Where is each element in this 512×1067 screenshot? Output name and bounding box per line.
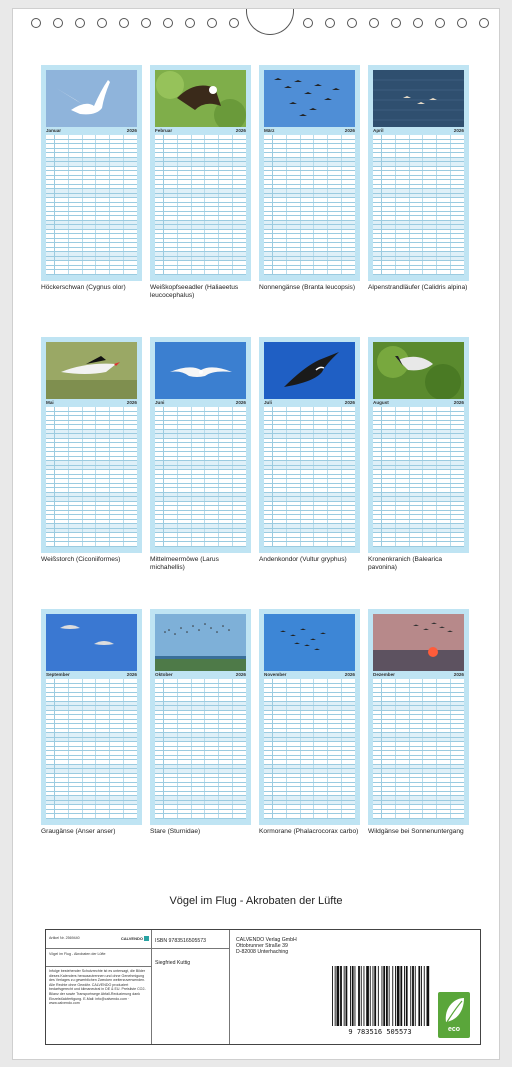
month-header — [264, 400, 355, 406]
binding-hole — [391, 18, 401, 28]
month-name: April — [373, 128, 384, 133]
month-year: 2026 — [126, 128, 137, 133]
planner-rows — [264, 679, 355, 819]
binding-hole — [479, 18, 489, 28]
barcode-bar — [406, 966, 408, 1026]
barcode-bar — [352, 966, 354, 1026]
barcode-bar — [374, 966, 376, 1026]
month-year: 2026 — [126, 672, 137, 677]
day-row — [46, 814, 137, 819]
month-year: 2026 — [235, 400, 246, 405]
barcode-bar — [358, 966, 360, 1026]
calendar-sheet — [12, 8, 500, 1060]
barcode-bar — [370, 966, 371, 1026]
month-header — [373, 672, 464, 678]
month-year: 2026 — [235, 128, 246, 133]
binding-hole — [347, 18, 357, 28]
month-name: Mai — [46, 400, 54, 405]
article-number: Artikel Nr. 2569440 — [49, 936, 80, 941]
day-row — [264, 270, 355, 275]
binding-hole — [53, 18, 63, 28]
month-header — [264, 128, 355, 134]
month-photo — [46, 342, 137, 399]
month-photo — [155, 614, 246, 671]
month-year: 2026 — [453, 128, 464, 133]
month-card-oktober — [150, 609, 251, 825]
barcode-bar — [421, 966, 422, 1026]
barcode-number: 9 783516 505573 — [348, 1028, 412, 1036]
month-card-januar — [41, 65, 142, 281]
publisher-street: Ottobrunner Straße 39 — [236, 943, 288, 949]
month-header — [46, 672, 137, 678]
barcode-bar — [378, 966, 379, 1026]
planner-rows — [373, 407, 464, 547]
binding-hole — [457, 18, 467, 28]
barcode-bar — [340, 966, 342, 1026]
day-row — [373, 542, 464, 547]
barcode-bar — [418, 966, 420, 1026]
month-year: 2026 — [344, 400, 355, 405]
binding-hole — [413, 18, 423, 28]
imprint-middle-column — [152, 930, 230, 1044]
barcode-bar — [382, 966, 383, 1026]
barcode-bar — [346, 966, 348, 1026]
publisher-name: CALVENDO Verlag GmbH — [236, 937, 297, 943]
month-name: Januar — [46, 128, 62, 133]
month-header — [373, 128, 464, 134]
month-photo — [264, 342, 355, 399]
barcode-bar — [395, 966, 396, 1026]
day-row — [373, 270, 464, 275]
month-name: Juni — [155, 400, 165, 405]
photo-caption: Alpenstrandläufer (Calidris alpina) — [368, 284, 468, 291]
planner-rows — [46, 407, 137, 547]
month-header — [46, 128, 137, 134]
planner-rows — [155, 135, 246, 275]
publisher-address — [236, 937, 297, 955]
binding-hole — [435, 18, 445, 28]
month-photo — [264, 70, 355, 127]
day-row — [155, 542, 246, 547]
barcode-bar — [361, 966, 362, 1026]
legal-text: Infolge bestehender Schutzrechte ist es untersagt, die Bilder dieses Kalenders herauszutrennen und ohne Genehmigung des Verlages zu gewerblichen Zwecken weiterzuverwenden. Alle Rechte ohne Gewähr. CALVENDO produziert bedarfsgerecht und klimaneutral in DE & EU. Preisliste CO2-Bilanz der sowie Transportwege Abfall-Reduzierung dank Einzelstückfertigung. E-Mail: info@calvendo.com · www.calvendo.com — [49, 969, 146, 1006]
day-row — [373, 814, 464, 819]
binding-hole — [163, 18, 173, 28]
month-header — [264, 672, 355, 678]
month-photo — [155, 70, 246, 127]
barcode-bar — [389, 966, 390, 1026]
month-card-märz — [259, 65, 360, 281]
barcode-bar — [332, 966, 333, 1026]
planner-rows — [264, 135, 355, 275]
barcode-bar — [392, 966, 393, 1026]
binding-hole — [229, 18, 239, 28]
month-card-juni — [150, 337, 251, 553]
month-header — [155, 128, 246, 134]
month-name: Dezember — [373, 672, 395, 677]
calendar-title: Vögel im Flug - Akrobaten der Lüfte — [169, 895, 343, 907]
month-name: September — [46, 672, 70, 677]
barcode-bar — [410, 966, 411, 1026]
planner-rows — [155, 407, 246, 547]
imprint-left-column — [46, 930, 152, 1044]
month-name: März — [264, 128, 275, 133]
barcode-bar — [427, 966, 430, 1026]
month-year: 2026 — [453, 400, 464, 405]
month-card-november — [259, 609, 360, 825]
month-card-september — [41, 609, 142, 825]
barcode-bar — [415, 966, 416, 1026]
planner-rows — [46, 679, 137, 819]
eco-badge — [438, 992, 470, 1038]
barcode-bar — [404, 966, 405, 1026]
isbn: ISBN 9783516505573 — [155, 938, 207, 944]
eco-label: eco — [447, 1026, 461, 1033]
month-name: Juli — [264, 400, 272, 405]
month-year: 2026 — [344, 672, 355, 677]
barcode-bar — [386, 966, 388, 1026]
month-card-juli — [259, 337, 360, 553]
month-header — [373, 400, 464, 406]
month-card-dezember — [368, 609, 469, 825]
photo-caption: Weißstorch (Ciconiiformes) — [41, 556, 121, 563]
barcode-bar — [350, 966, 351, 1026]
month-header — [155, 400, 246, 406]
binding-hole — [97, 18, 107, 28]
month-header — [155, 672, 246, 678]
month-header — [46, 400, 137, 406]
day-row — [46, 270, 137, 275]
binding-hole — [207, 18, 217, 28]
day-row — [155, 270, 246, 275]
barcode-bar — [344, 966, 345, 1026]
binding-hole — [185, 18, 195, 28]
month-card-februar — [150, 65, 251, 281]
month-card-august — [368, 337, 469, 553]
binding-hole — [325, 18, 335, 28]
month-photo — [155, 342, 246, 399]
barcode-bar — [400, 966, 402, 1026]
publisher-city: D-82008 Unterhaching — [236, 949, 289, 955]
month-photo — [46, 614, 137, 671]
photo-caption: Weißkopfseeadler (Haliaeetus leucocephalus) — [150, 284, 239, 299]
planner-rows — [373, 679, 464, 819]
binding-hole — [303, 18, 313, 28]
footer-short-title: Vögel im Flug - Akrobaten der Lüfte — [49, 952, 106, 956]
author: Siegfried Kuttig — [155, 960, 191, 966]
photo-caption: Mittelmeermöwe (Larus michahellis) — [150, 556, 219, 571]
month-year: 2026 — [126, 400, 137, 405]
calvendo-logo: CALVENDO — [121, 936, 149, 941]
barcode-bar — [412, 966, 414, 1026]
barcode-bar — [337, 966, 340, 1026]
month-year: 2026 — [344, 128, 355, 133]
month-name: August — [373, 400, 389, 405]
photo-caption: Nonnengänse (Branta leucopsis) — [259, 284, 356, 291]
barcode-bar — [335, 966, 336, 1026]
binding-hole — [119, 18, 129, 28]
month-name: November — [264, 672, 287, 677]
day-row — [46, 542, 137, 547]
binding-hole — [31, 18, 41, 28]
photo-caption: Kronenkranich (Balearica pavonina) — [368, 556, 443, 571]
day-row — [264, 542, 355, 547]
month-photo — [264, 614, 355, 671]
barcode-bar — [364, 966, 365, 1026]
barcode-bar — [397, 966, 400, 1026]
barcode-bar — [424, 966, 425, 1026]
photo-caption: Höckerschwan (Cygnus olor) — [41, 284, 126, 291]
photo-caption: Kormorane (Phalacrocorax carbo) — [259, 828, 359, 835]
binding-hole — [369, 18, 379, 28]
month-photo — [373, 70, 464, 127]
month-card-april — [368, 65, 469, 281]
planner-rows — [373, 135, 464, 275]
month-year: 2026 — [453, 672, 464, 677]
photo-caption: Wildgänse bei Sonnenuntergang — [368, 828, 464, 835]
planner-rows — [264, 407, 355, 547]
barcode-bar — [355, 966, 356, 1026]
barcode-bar — [383, 966, 385, 1026]
photo-caption: Graugänse (Anser anser) — [41, 828, 116, 835]
binding-hole — [75, 18, 85, 28]
month-card-mai — [41, 337, 142, 553]
month-year: 2026 — [235, 672, 246, 677]
barcode-bar — [373, 966, 374, 1026]
isbn-barcode — [330, 966, 430, 1026]
barcode-bar — [366, 966, 369, 1026]
planner-rows — [155, 679, 246, 819]
month-photo — [373, 614, 464, 671]
photo-caption: Stare (Sturnidae) — [150, 828, 201, 835]
month-photo — [373, 342, 464, 399]
planner-rows — [46, 135, 137, 275]
month-name: Oktober — [155, 672, 173, 677]
imprint-footer — [45, 929, 481, 1045]
photo-caption: Andenkondor (Vultur gryphus) — [259, 556, 347, 563]
month-name: Februar — [155, 128, 173, 133]
binding-hole — [141, 18, 151, 28]
day-row — [155, 814, 246, 819]
day-row — [264, 814, 355, 819]
month-photo — [46, 70, 137, 127]
